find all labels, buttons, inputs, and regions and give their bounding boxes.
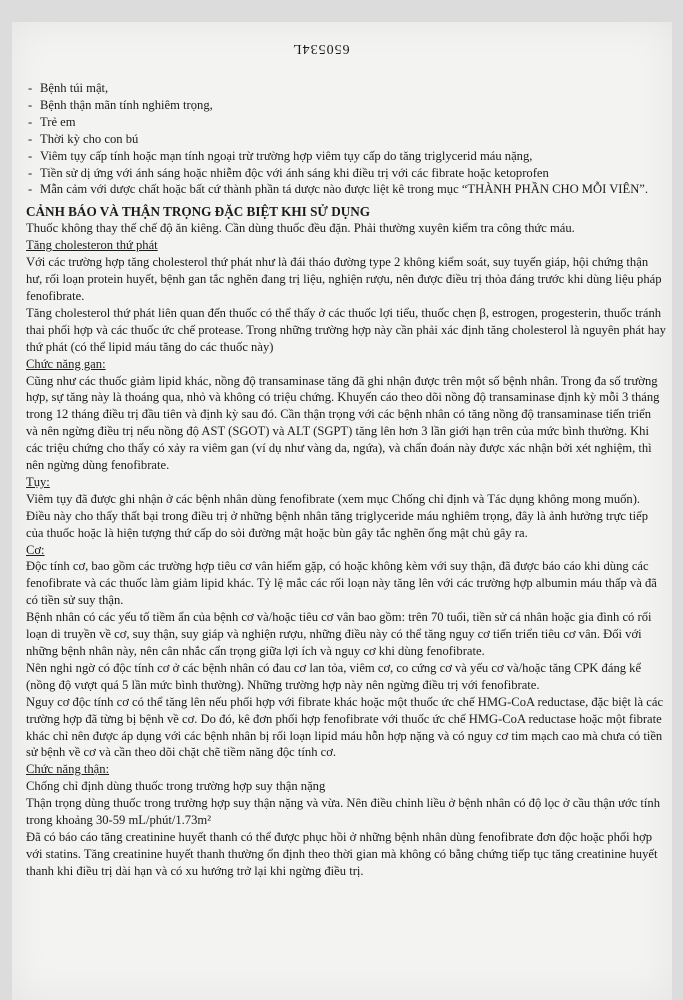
subsection-title: Tăng cholesteron thứ phát [26,238,158,253]
subsection-title: Chức năng gan: [26,356,106,371]
paragraph: Bệnh nhân có các yếu tố tiềm ẩn của bệnh cơ và/hoặc tiêu cơ vân bao gồm: trên 70 tuổi, tiền sử cá nhân hoặc gia đình có rối loạn di truyền về cơ, suy thận, suy giáp và nghiện rượu, những điều này có thể tăng nguy cơ tiến triển tiêu cơ vân. Đối với những bệnh nhân này, nên cân nhắc cẩn trọng giữa lợi ích và nguy cơ khi dùng fenofibrate. [26,610,652,658]
contraindication-list [26,80,666,198]
list-item: - Viêm tụy cấp tính hoặc mạn tính ngoại trừ trường hợp viêm tụy cấp do tăng triglycerid máu nặng, [26,148,666,165]
section-pancreas [26,474,666,542]
paragraph: Với các trường hợp tăng cholesterol thứ phát như là đái tháo đường type 2 không kiểm soát, suy tuyến giáp, hội chứng thận hư, rối loạn protein huyết, bệnh gan tắc nghẽn đang trị liệu, nghiện rượu, nên được điều trị thỏa đáng trước khi dùng liệu pháp fenofibrate. [26,255,662,303]
list-item: - Thời kỳ cho con bú [26,131,666,148]
document-code: 650534L [292,41,350,56]
paragraph: Nguy cơ độc tính cơ có thể tăng lên nếu phối hợp với fibrate khác hoặc một thuốc ức chế HMG-CoA reductase, đặc biệt là các trường hợp đã từng bị bệnh về cơ. Do đó, kê đơn phối hợp fenofibrate với thuốc ức chế HMG-CoA reductase hoặc một fibrate khác chỉ nên được áp dụng với các bệnh nhân bị rối loạn lipid máu hỗn hợp nặng và có nguy cơ tim mạch cao mà chưa có tiền sử bệnh về cơ và cần theo dõi chặt chẽ tiềm năng độc tính cơ. [26,694,664,760]
subsection-title: Chức năng thận: [26,762,110,777]
section-secondary-cholesterol [26,237,666,355]
intro-paragraph: Thuốc không thay thế chế độ ăn kiêng. Cần dùng thuốc đều đặn. Phải thường xuyên kiểm tra công thức máu. [26,221,575,236]
list-item: - Bệnh thận mãn tính nghiêm trọng, [26,97,666,114]
list-item: - Bệnh túi mật, [26,80,666,97]
section-muscle [26,542,666,762]
paragraph: Chống chỉ định dùng thuốc trong trường hợp suy thận nặng [26,779,326,794]
section-kidney-function [26,761,666,879]
subsection-title: Tụy: [26,474,50,489]
section-heading: CẢNH BÁO VÀ THẬN TRỌNG ĐẶC BIỆT KHI SỬ DỤNG [26,204,371,220]
paragraph: Cũng như các thuốc giảm lipid khác, nồng độ transaminase tăng đã ghi nhận được trên một số bệnh nhân. Trong đa số trường hợp, sự tăng này là thoáng qua, nhỏ và không có triệu chứng. Khuyến cáo theo dõi nồng độ transaminase định kỳ mỗi 3 tháng trong 12 tháng điều trị đầu tiên và định kỳ sau đó. Cần thận trọng với các bệnh nhân có tăng nồng độ transaminase tiến triển và nên ngừng điều trị nếu nồng độ AST (SGOT) và ALT (SGPT) tăng lên hơn 3 lần giới hạn trên của mức bình thường. Khi các triệu chứng cho thấy có xảy ra viêm gan (ví dụ như vàng da, ngứa), và chẩn đoán này được xác nhận bởi xét nghiệm, thì nên ngừng dùng fenofibrate. [26,373,660,473]
paragraph: Nên nghi ngờ có độc tính cơ ở các bệnh nhân có đau cơ lan tỏa, viêm cơ, co cứng cơ và yếu cơ và/hoặc tăng CPK đáng kể (nồng độ vượt quá 5 lần mức bình thường). Những trường hợp này nên ngừng điều trị với fenofibrate. [26,660,642,692]
list-item: - Trẻ em [26,114,666,131]
paragraph: Đã có báo cáo tăng creatinine huyết thanh có thể được phục hồi ở những bệnh nhân dùng fenofibrate đơn độc hoặc phối hợp với statins. Tăng creatinine huyết thanh thường ổn định theo thời gian mà không có bằng chứng tiếp tục tăng creatinine huyết thanh khi điều trị dài hạn và có xu hướng trở lại khi ngừng điều trị. [26,829,658,878]
subsection-title: Cơ: [26,542,45,557]
paragraph: Thận trọng dùng thuốc trong trường hợp suy thận nặng và vừa. Nên điều chỉnh liều ở bệnh nhân có độ lọc ở cầu thận ước tính trong khoảng 30-59 mL/phút/1.73m² [26,796,660,828]
paragraph: Độc tính cơ, bao gồm các trường hợp tiêu cơ vân hiếm gặp, có hoặc không kèm với suy thận, đã được báo cáo khi dùng các fenofibrate và các thuốc làm giảm lipid khác. Tỷ lệ mắc các rối loạn này tăng lên với các trường hợp albumin máu thấp và đã có tiền sử suy thận. [26,559,657,608]
paragraph: Tăng cholesterol thứ phát liên quan đến thuốc có thể thấy ở các thuốc lợi tiểu, thuốc chẹn β, estrogen, progesterin, thuốc tránh thai phối hợp và các thuốc ức chế protease. Trong những trường hợp này cần phải xác định tăng cholesterol là nguyên phát hay thứ phát (có thể lipid máu tăng do các thuốc này) [26,305,666,354]
list-item: - Mẫn cảm với dược chất hoặc bất cứ thành phần tá dược nào được liệt kê trong mục “THÀNH PHẦN CHO MỖI VIÊN”. [26,181,666,198]
document-page [12,22,672,1000]
list-item: - Tiền sử dị ứng với ánh sáng hoặc nhiễm độc với ánh sáng khi điều trị với các fibrate hoặc ketoprofen [26,165,666,182]
paragraph: Viêm tụy đã được ghi nhận ở các bệnh nhân dùng fenofibrate (xem mục Chống chỉ định và Tác dụng không mong muốn). Điều này cho thấy thất bại trong điều trị ở những bệnh nhân tăng triglyceride máu nghiêm trọng, đây là ảnh hưởng trực tiếp của thuốc hoặc là hiện tượng thứ cấp do sỏi đường mật hoặc bùn gây tắc nghẽn ống mật chủ gây ra. [26,491,649,540]
section-liver-function [26,356,666,474]
document-body [26,80,666,880]
